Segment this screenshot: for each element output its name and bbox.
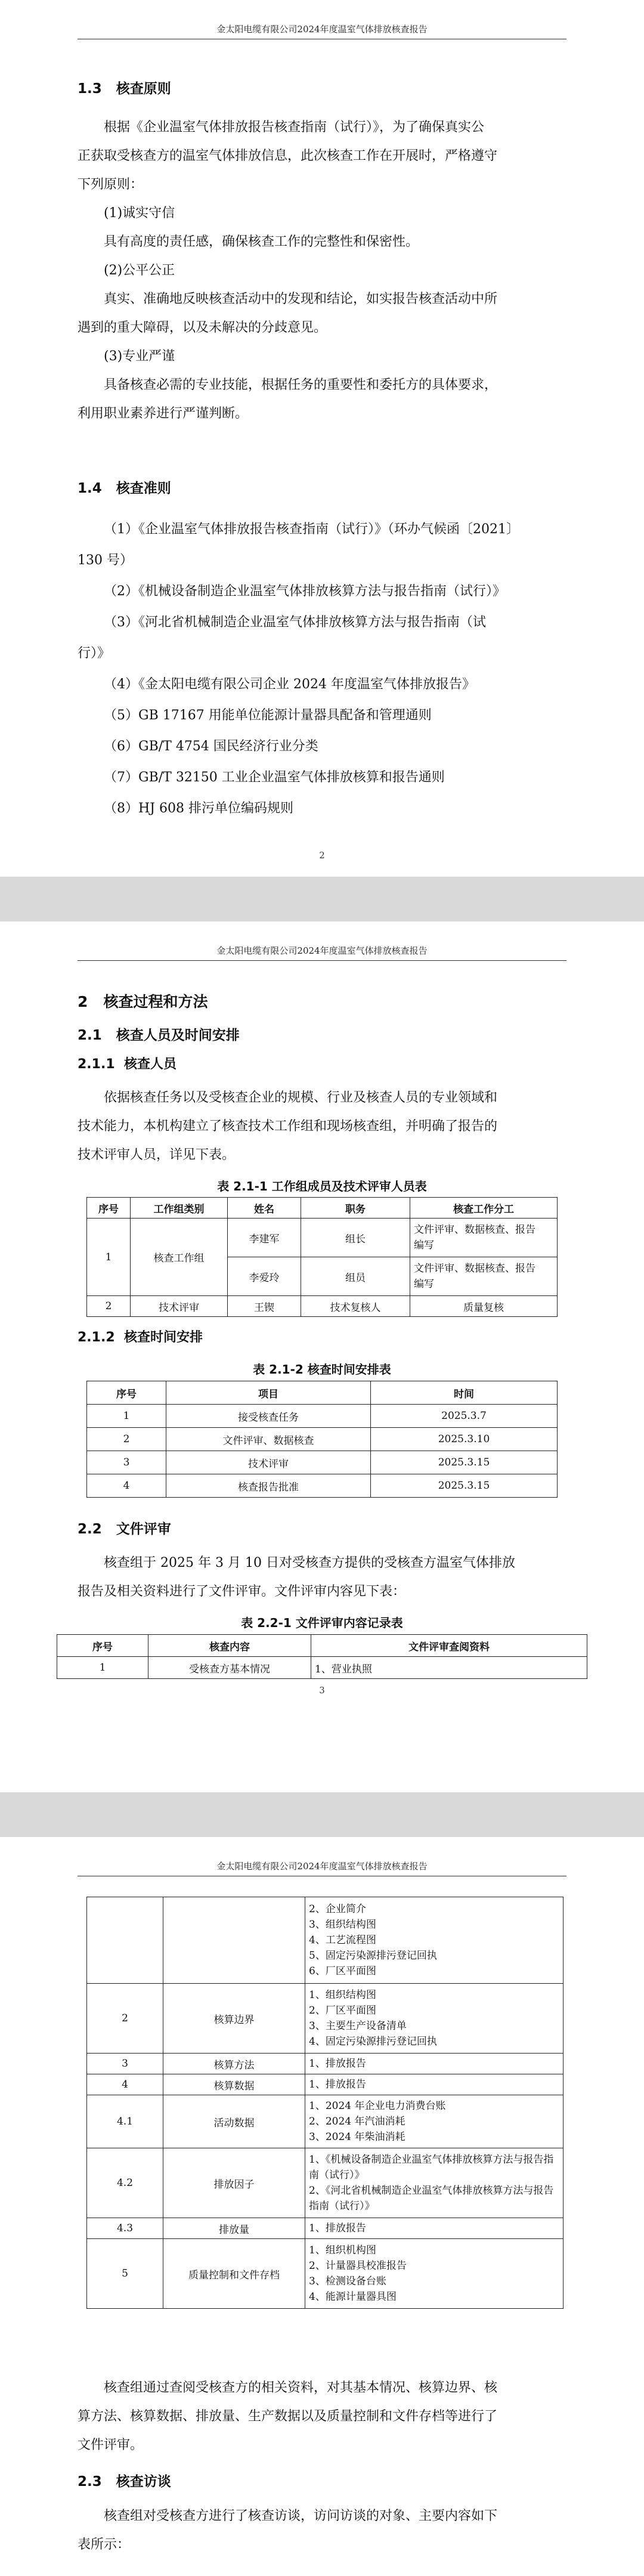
table-cell: 质量控制和文件存档 (163, 2239, 305, 2309)
table-cell: 组员 (301, 1257, 410, 1296)
page-2 (0, 921, 644, 1792)
principle-title: (3)专业严谨 (104, 349, 175, 364)
text-line: 技术评审人员，详见下表。 (78, 1148, 236, 1162)
table-row (87, 2074, 564, 2095)
table-cell: 李建军 (228, 1219, 301, 1257)
text-line: 遇到的重大障碍，以及未解决的分歧意见。 (78, 320, 327, 335)
section-title: 核查访谈 (116, 2474, 171, 2490)
paragraph-review-summary (78, 2374, 572, 2460)
table-cell: 4 (87, 1474, 166, 1498)
text-line: 正获取受核查方的温室气体排放信息，此次核查工作在开展时，严格遵守 (78, 149, 498, 163)
table-row (87, 1296, 558, 1317)
list-item: （1）《企业温室气体排放报告核查指南（试行）》（环办气候函〔2021〕 (104, 522, 519, 537)
table-cell: 1 (57, 1657, 148, 1679)
running-header: 金太阳电缆有限公司2024年度温室气体排放核查报告 (78, 1860, 566, 1876)
running-header: 金太阳电缆有限公司2024年度温室气体排放核查报告 (78, 23, 566, 39)
table-header-row (57, 1635, 587, 1657)
table-cell: 技术评审 (166, 1451, 371, 1474)
table-cell: 1、组织结构图 2、厂区平面图 3、主要生产设备清单 4、固定污染源排污登记回执 (305, 1984, 564, 2054)
table-cell: 文件评审、数据核查 (166, 1428, 371, 1451)
list-item: （3）《河北省机械制造企业温室气体排放核算方法与报告指南（试 (104, 615, 486, 630)
table-cell: 1 (87, 1405, 166, 1428)
section-title: 文件评审 (116, 1522, 171, 1537)
table-cell: 1、组织机构图 2、计量器具校准报告 3、检测设备台账 4、能源计量器具图 (305, 2239, 564, 2309)
paragraph-document-review (78, 1549, 572, 1606)
list-item: （4）《金太阳电缆有限公司企业 2024 年度温室气体排放报告》 (104, 677, 475, 692)
section-number: 2.1.1 (78, 1057, 115, 1072)
document-review-table-continued (86, 1897, 564, 2309)
table-cell: 文件评审、数据核查、报告 编写 (410, 1219, 558, 1257)
text-line: 算方法、核算数据、排放量、生产数据以及质量控制和文件存档等进行了 (78, 2409, 498, 2424)
table-cell: 排放量 (163, 2218, 305, 2239)
table-row (87, 2095, 564, 2148)
page-number: 2 (319, 850, 325, 861)
section-number: 2.1 (78, 1028, 102, 1043)
table-row (87, 2218, 564, 2239)
column-header: 工作组类别 (131, 1198, 228, 1219)
table-caption: 表 2.2-1 文件评审内容记录表 (241, 1616, 403, 1630)
section-heading-2-1-2 (78, 1327, 203, 1346)
table-cell: 活动数据 (163, 2095, 305, 2148)
table-row (87, 1984, 564, 2054)
table-cell: 王锲 (228, 1296, 301, 1317)
table-cell: 组长 (301, 1219, 410, 1257)
table-cell: 4.3 (87, 2218, 163, 2239)
text-line: 文件评审。 (78, 2438, 144, 2453)
table-cell: 1、营业执照 (311, 1657, 587, 1679)
list-item: （2）《机械设备制造企业温室气体排放核算方法与报告指南（试行）》 (104, 584, 506, 599)
column-header: 序号 (87, 1198, 131, 1219)
table-cell: 2 (87, 1296, 131, 1317)
column-header: 时间 (371, 1381, 558, 1405)
table-row (87, 1428, 558, 1451)
personnel-table (86, 1197, 558, 1317)
table-row (87, 1897, 564, 1984)
table-cell: 3 (87, 1451, 166, 1474)
paragraph-personnel (78, 1084, 572, 1170)
section-number: 2 (78, 993, 88, 1010)
table-cell: 2 (87, 1428, 166, 1451)
section-heading-2-1-1 (78, 1054, 177, 1072)
table-cell: 质量复核 (410, 1296, 558, 1317)
section-heading-1-4 (78, 477, 171, 497)
table-cell: 1 (87, 1219, 131, 1296)
table-cell: 1、排放报告 (305, 2054, 564, 2074)
table-cell: 2 (87, 1984, 163, 2054)
table-cell (87, 1897, 163, 1984)
section-number: 2.3 (78, 2474, 102, 2490)
paragraph-interview (78, 2502, 572, 2559)
section-title: 核查原则 (116, 81, 171, 97)
column-header: 核查内容 (148, 1635, 311, 1657)
column-header: 文件评审查阅资料 (311, 1635, 587, 1657)
table-cell: 2、企业简介 3、组织结构图 4、工艺流程图 5、固定污染源排污登记回执 6、厂区平面图 (305, 1897, 564, 1984)
section-title: 核查人员 (123, 1057, 177, 1072)
table-cell: 2025.3.10 (371, 1428, 558, 1451)
table-cell: 核查报告批准 (166, 1474, 371, 1498)
list-item: （8）HJ 608 排污单位编码规则 (104, 801, 293, 816)
column-header: 序号 (87, 1381, 166, 1405)
page-3 (0, 1837, 644, 2576)
table-cell: 4.2 (87, 2148, 163, 2218)
list-item: （5）GB 17167 用能单位能源计量器具配备和管理通则 (104, 708, 432, 723)
table-cell: 核算边界 (163, 1984, 305, 2054)
text-line: 根据《企业温室气体排放报告核查指南（试行）》，为了确保真实公 (104, 120, 485, 135)
section-number: 1.3 (78, 81, 102, 97)
table-row (57, 1657, 587, 1679)
text-line: 真实、准确地反映核查活动中的发现和结论，如实报告核查活动中所 (104, 292, 498, 307)
table-cell: 受核查方基本情况 (148, 1657, 311, 1679)
table-row (87, 2239, 564, 2309)
section-heading-2-2 (78, 1518, 171, 1538)
schedule-table (86, 1381, 558, 1498)
list-item: 130 号） (78, 553, 133, 568)
table-row (87, 1405, 558, 1428)
table-row (87, 1451, 558, 1474)
table-cell: 1、排放报告 (305, 2074, 564, 2095)
text-line: 依据核查任务以及受核查企业的规模、行业及核查人员的专业领域和 (104, 1090, 498, 1105)
section-heading-2 (78, 990, 208, 1012)
text-line: 具备核查必需的专业技能，根据任务的重要性和委托方的具体要求， (104, 378, 498, 392)
table-cell: 技术复核人 (301, 1296, 410, 1317)
section-heading-2-1 (78, 1024, 240, 1044)
text-line: 核查组通过查阅受核查方的相关资料，对其基本情况、核算边界、核 (104, 2380, 498, 2395)
table-cell: 5 (87, 2239, 163, 2309)
text-line: 下列原则： (78, 177, 144, 192)
table-row (87, 1219, 558, 1257)
table-cell: 技术评审 (131, 1296, 228, 1317)
table-cell: 1、2024 年企业电力消费台账 2、2024 年汽油消耗 3、2024 年柴油消耗 (305, 2095, 564, 2148)
column-header: 项目 (166, 1381, 371, 1405)
table-cell: 接受核查任务 (166, 1405, 371, 1428)
table-cell: 3 (87, 2054, 163, 2074)
criteria-list (78, 514, 572, 824)
paragraph-principles-intro (78, 113, 572, 428)
section-heading-2-3 (78, 2470, 171, 2490)
text-line: 技术能力，本机构建立了核查技术工作组和现场核查组，并明确了报告的 (78, 1119, 498, 1134)
table-cell: 核查工作组 (131, 1219, 228, 1296)
column-header: 序号 (57, 1635, 148, 1657)
table-header-row (87, 1381, 558, 1405)
section-number: 1.4 (78, 481, 102, 496)
principle-title: (2)公平公正 (104, 263, 175, 278)
table-header-row (87, 1198, 558, 1219)
table-cell: 2025.3.15 (371, 1451, 558, 1474)
table-cell: 1、《机械设备制造企业温室气体排放核算方法与报告指南（试行）》 2、《河北省机械制造企业温室气体排放核算方法与报告指南（试行）》 (305, 2148, 564, 2218)
list-item: （6）GB/T 4754 国民经济行业分类 (104, 739, 318, 754)
table-cell: 李爱玲 (228, 1257, 301, 1296)
running-header: 金太阳电缆有限公司2024年度温室气体排放核查报告 (78, 944, 566, 961)
table-cell (163, 1897, 305, 1984)
table-cell: 文件评审、数据核查、报告 编写 (410, 1257, 558, 1296)
table-cell: 4.1 (87, 2095, 163, 2148)
text-line: 表所示： (78, 2537, 131, 2552)
table-caption: 表 2.1-1 工作组成员及技术评审人员表 (217, 1179, 427, 1193)
table-cell: 1、排放报告 (305, 2218, 564, 2239)
column-header: 姓名 (228, 1198, 301, 1219)
table-cell: 核算数据 (163, 2074, 305, 2095)
table-cell: 2025.3.7 (371, 1405, 558, 1428)
table-row (87, 1474, 558, 1498)
page-number: 3 (319, 1685, 325, 1696)
table-cell: 2025.3.15 (371, 1474, 558, 1498)
section-number: 2.1.2 (78, 1330, 115, 1345)
column-header: 职务 (301, 1198, 410, 1219)
table-cell: 核算方法 (163, 2054, 305, 2074)
column-header: 核查工作分工 (410, 1198, 558, 1219)
section-title: 核查准则 (116, 481, 171, 496)
principle-title: (1)诚实守信 (104, 206, 175, 221)
section-title: 核查时间安排 (123, 1330, 203, 1345)
text-line: 具有高度的责任感，确保核查工作的完整性和保密性。 (104, 234, 419, 249)
list-item: 行）》 (78, 646, 111, 661)
section-title: 核查过程和方法 (103, 993, 208, 1010)
table-cell: 排放因子 (163, 2148, 305, 2218)
text-line: 核查组于 2025 年 3 月 10 日对受核查方提供的受核查方温室气体排放 (104, 1556, 515, 1570)
table-row (87, 2148, 564, 2218)
text-line: 报告及相关资料进行了文件评审。文件评审内容见下表： (78, 1584, 406, 1599)
document-review-table (57, 1634, 587, 1679)
list-item: （7）GB/T 32150 工业企业温室气体排放核算和报告通则 (104, 770, 445, 785)
table-row (87, 2054, 564, 2074)
section-heading-1-3 (78, 78, 171, 97)
section-number: 2.2 (78, 1522, 102, 1537)
text-line: 核查组对受核查方进行了核查访谈，访问访谈的对象、主要内容如下 (104, 2509, 498, 2524)
section-title: 核查人员及时间安排 (116, 1028, 240, 1043)
table-caption: 表 2.1-2 核查时间安排表 (253, 1362, 391, 1377)
page-1 (0, 0, 644, 877)
text-line: 利用职业素养进行严谨判断。 (78, 406, 249, 421)
table-cell: 4 (87, 2074, 163, 2095)
